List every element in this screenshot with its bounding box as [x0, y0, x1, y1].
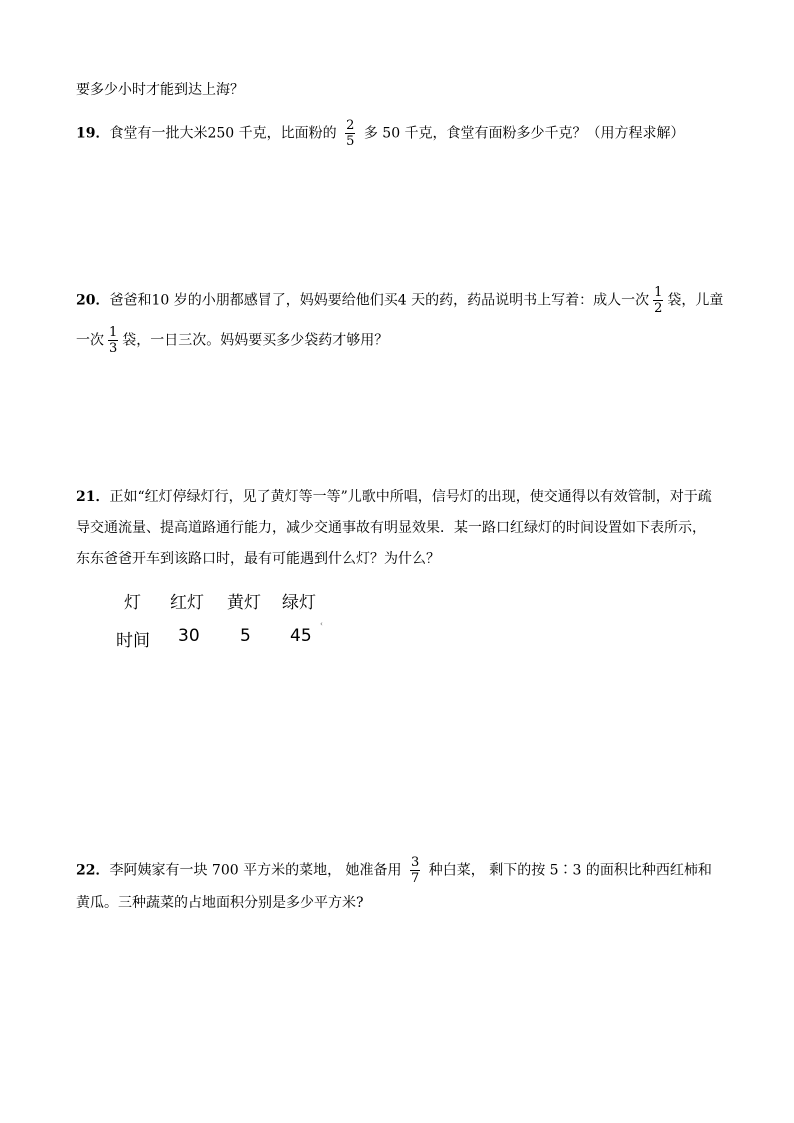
fraction-one-third — [108, 325, 118, 356]
question-20-text-4: 袋，一日三次。妈妈要买多少袋药才够用？ — [122, 332, 389, 349]
fraction-numerator: 1 — [654, 285, 663, 300]
table-header-yellow: 黄灯 — [227, 593, 261, 613]
table-header-green: 绿灯 — [282, 593, 316, 613]
fraction-one-half — [653, 285, 663, 316]
question-19-text-pre: 食堂有一批大米250 千克，比面粉的 — [109, 125, 337, 142]
question-21-line-1 — [76, 487, 712, 507]
question-21-line-3: 东东爸爸开车到该路口时，最有可能遇到什么灯？为什么？ — [76, 551, 440, 567]
question-20-number: 20． — [76, 292, 110, 309]
question-20-text-2: 袋，儿童 — [667, 292, 724, 309]
question-20-text-3: 一次 — [76, 332, 104, 349]
fraction-denominator: 5 — [346, 134, 355, 149]
question-20-text-1: 爸爸和10 岁的小朋都感冒了，妈妈要给他们买4 天的药，药品说明书上写着：成人一次 — [109, 292, 650, 309]
question-21-number: 21． — [76, 489, 110, 505]
table-cell-red-time: 30 — [178, 626, 200, 646]
question-22-line-2: 黄瓜。三种蔬菜的占地面积分别是多少平方米? — [76, 895, 364, 911]
question-20-line-2 — [76, 325, 388, 356]
fraction-two-fifths — [345, 118, 355, 149]
fraction-numerator: 2 — [346, 118, 355, 133]
table-cell-green-time: 45 — [290, 626, 312, 646]
paragraph-mark-icon: ‹ — [320, 620, 323, 628]
fraction-numerator: 1 — [109, 325, 118, 340]
question-21-line-2: 导交通流量、提高道路通行能力，减少交通事故有明显效果．某一路口红绿灯的时间设置如下表所示， — [76, 520, 706, 536]
table-header-light: 灯 — [124, 593, 141, 613]
fraction-denominator: 7 — [411, 871, 420, 886]
question-22-text-1: 李阿姨家有一块 700 平方米的菜地， 她准备用 — [109, 862, 402, 879]
fraction-denominator: 2 — [654, 301, 663, 316]
fraction-denominator: 3 — [109, 341, 118, 356]
table-cell-yellow-time: 5 — [240, 626, 251, 646]
table-header-red: 红灯 — [170, 593, 204, 613]
question-21-text-1: 正如“红灯停绿灯行，见了黄灯等一等”儿歌中所唱，信号灯的出现，使交通得以有效管制，对于疏 — [109, 489, 712, 505]
fraction-three-sevenths — [410, 855, 420, 886]
table-row-label-time: 时间 — [116, 631, 150, 651]
question-19 — [76, 118, 685, 149]
question-22-line-1 — [76, 855, 712, 886]
question-22-text-2: 种白菜， 剩下的按 5∶3 的面积比种西红柿和 — [428, 862, 712, 879]
question-19-text-post: 多 50 千克，食堂有面粉多少千克？（用方程求解） — [363, 125, 685, 142]
question-22-number: 22． — [76, 862, 110, 879]
question-20-line-1 — [76, 285, 723, 316]
question-18-tail: 要多少小时才能到达上海？ — [76, 82, 244, 98]
fraction-numerator: 3 — [411, 855, 420, 870]
question-19-number: 19． — [76, 125, 110, 142]
